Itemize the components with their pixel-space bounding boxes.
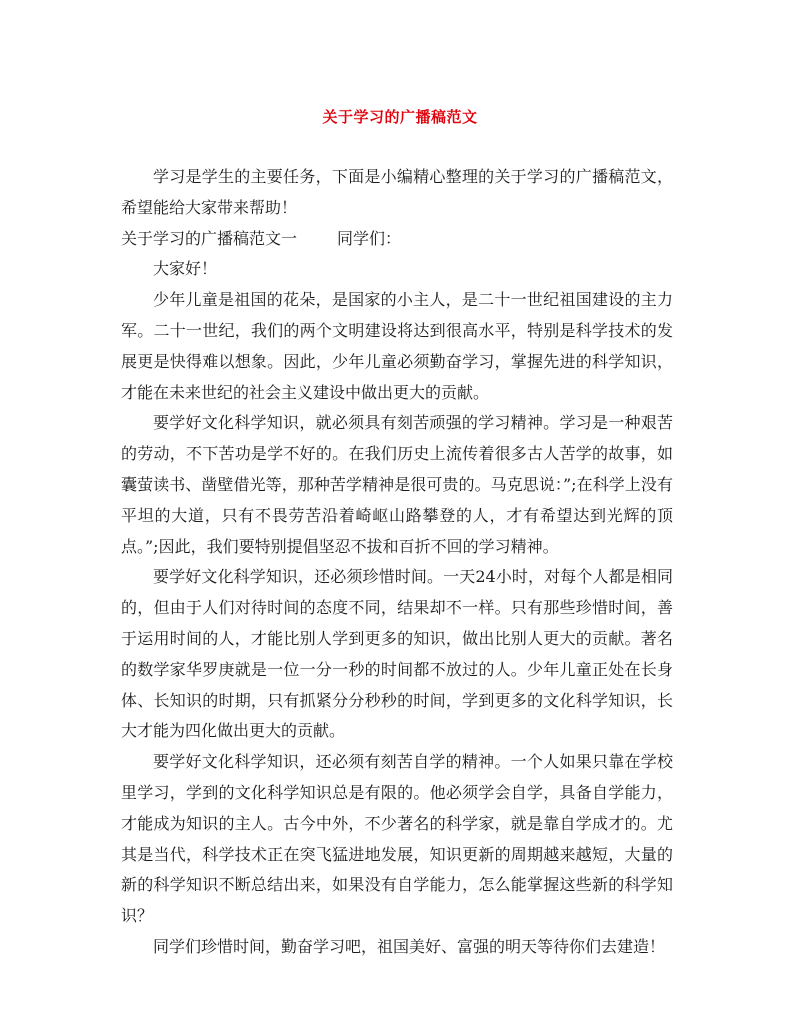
body-paragraph-4: 要学好文化科学知识，还必须有刻苦自学的精神。一个人如果只靠在学校里学习，学到的文化科学知识总是有限的。他必须学会自学，具备自学能力，才能成为知识的主人。古今中外，不少著名的科学家，就是靠自学成才的。尤其是当代，科学技术正在突飞猛进地发展，知识更新的周期越来越短，大量的新的科学知识不断总结出来，如果没有自学能力，怎么能掌握这些新的科学知识？ bbox=[121, 752, 673, 926]
body-paragraph-2: 要学好文化科学知识，就必须具有刻苦顽强的学习精神。学习是一种艰苦的劳动，不下苦功是学不好的。在我们历史上流传着很多古人苦学的故事，如囊萤读书、凿壁借光等，那种苦学精神是很可贵的。马克思说：”;在科学上没有平坦的大道，只有不畏劳苦沿着崎岖山路攀登的人，才有希望达到光辉的顶点。”;因此，我们要特别提倡坚忍不拔和百折不回的学习精神。 bbox=[121, 413, 673, 556]
body-paragraph-3: 要学好文化科学知识，还必须珍惜时间。一天24小时，对每个人都是相同的，但由于人们对待时间的态度不同，结果却不一样。只有那些珍惜时间，善于运用时间的人，才能比别人学到更多的知识，做出比别人更大的贡献。著名的数学家华罗庚就是一位一分一秒的时间都不放过的人。少年儿童正处在长身体、长知识的时期，只有抓紧分分秒秒的时间，学到更多的文化科学知识，长大才能为四化做出更大的贡献。 bbox=[121, 567, 673, 741]
body-paragraph-1: 少年儿童是祖国的花朵，是国家的小主人，是二十一世纪祖国建设的主力军。二十一世纪，我们的两个文明建设将达到很高水平，特别是科学技术的发展更是快得难以想象。因此，少年儿童必须勤奋学习，掌握先进的科学知识，才能在未来世纪的社会主义建设中做出更大的贡献。 bbox=[121, 290, 673, 402]
document-title: 关于学习的广播稿范文 bbox=[322, 108, 478, 126]
document-body bbox=[121, 162, 673, 963]
section-heading: 关于学习的广播稿范文一 bbox=[121, 228, 298, 248]
greeting-paragraph: 大家好！ bbox=[153, 259, 218, 279]
salutation: 同学们： bbox=[337, 228, 402, 248]
section-heading-line bbox=[121, 224, 673, 255]
intro-paragraph: 学习是学生的主要任务，下面是小编精心整理的关于学习的广播稿范文，希望能给大家带来帮助！ bbox=[121, 167, 673, 217]
closing-paragraph: 同学们珍惜时间，勤奋学习吧，祖国美好、富强的明天等待你们去建造！ bbox=[153, 936, 666, 956]
